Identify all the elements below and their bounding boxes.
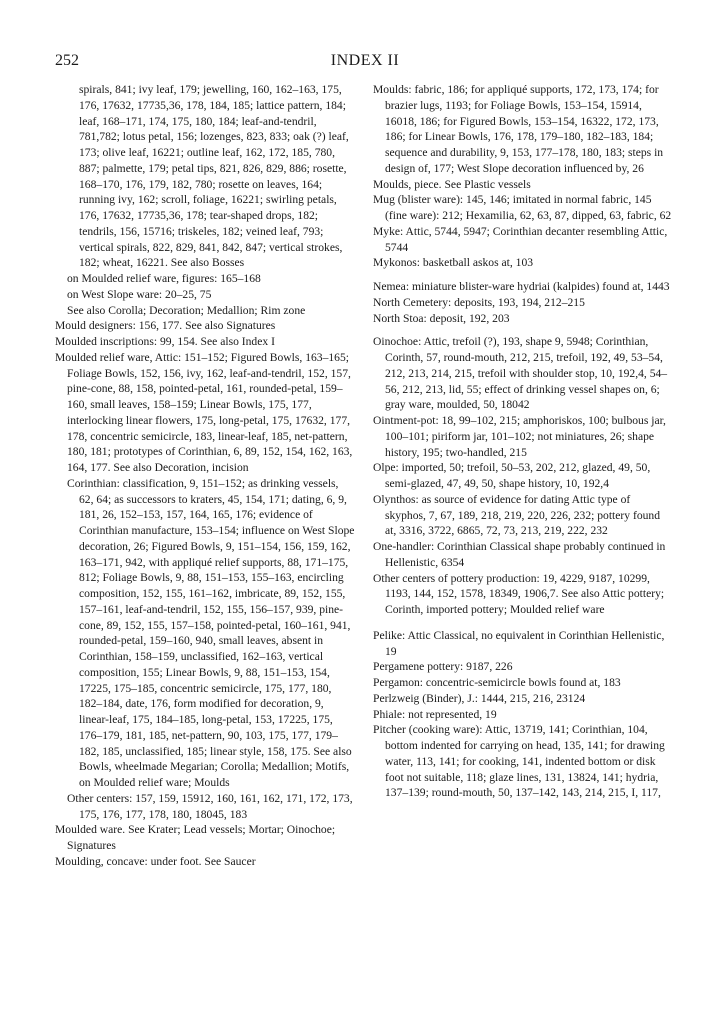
index-entry: Oinochoe: Attic, trefoil (?), 193, shape 9, 5948; Corinthian, Corinth, 57, round-mouth, 212, 215, trefoil, 192, 49, 53–54, 212, 213, 214, 215, trefoil with shoulder stop, 10, 192,4, 54–56, 212, 213, lid, 55; effect of drinking vessel shapes on, 6; gray ware, moulded, 50, 18042 bbox=[373, 335, 668, 412]
index-entry: Olpe: imported, 50; trefoil, 50–53, 202, 212, glazed, 49, 50, semi-glazed, 47, 49, 50, shape history, 10, 192,4 bbox=[373, 461, 651, 490]
index-entry: (fine ware): 212; Hexamilia, 62, 63, 87, dipped, 63, fabric, 62 bbox=[385, 209, 672, 222]
running-header bbox=[55, 52, 675, 74]
index-entry: Pelike: Attic Classical, no equivalent in Corinthian Hellenistic, 19 bbox=[373, 628, 665, 658]
index-entry: Perlzweig (Binder), J.: 1444, 215, 216, 23124 bbox=[373, 691, 586, 705]
index-entry: Phiale: not represented, 19 bbox=[373, 707, 497, 721]
index-column-left bbox=[55, 82, 355, 870]
index-entry: North Cemetery: deposits, 193, 194, 212–215 bbox=[373, 295, 585, 309]
index-entry: Moulds: fabric, 186; for appliqué supports, 172, 173, 174; for brazier lugs, 1193; for Foliage Bowls, 153–154, 15914, 16018, 186; for Figured Bowls, 153–154, 16322, 172, 173, 186; for Linear Bowls, 176, 178, 179–180, 182–183, 184; sequence and durability, 9, 153, 177–178, 180, 183; steps in design of, 177; West Slope decoration influenced by, 26 bbox=[373, 83, 664, 175]
index-entry: Myke: Attic, 5744, 5947; Corinthian decanter resembling Attic, 5744 bbox=[373, 224, 668, 254]
index-entry: One-handler: Corinthian Classical shape probably continued in Hellenistic, 6354 bbox=[373, 540, 666, 569]
index-entry: Corinthian: classification, 9, 151–152; as drinking vessels, 62, 64; as successors to kraters, 45, 154, 171; dating, 6, 9, 181, 26, 152–153, 157, 164, 165, 176; evidence of Corinthian manufacture, 153–154; influence on West Slope decoration, 26; Figured Bowls, 9, 151–154, 156, 159, 162, 163–171, 942, with appliqué relief supports, 88, 171–175, 812; Foliage Bowls, 9, 88, 151–153, 155–163, encircling composition, 152, 155, 161–162, imbricate, 89, 152, 155, 157–161, leaf-and-tendril, 152, 155, 156–157, 939, pine-cone, 89, 152, 155, 157–158, pointed-petal, 160–161, 941, rounded-petal, 159–160, 940, small leaves, absent in Corinthian, 158–159, unclassified, 162–163, vertical composition, 155; Linear Bowls, 9, 88, 151–153, 154, 17225, 175–185, concentric semicircle, 175, 177, 180, 182–184, date, 176, form modified for decoration, 9, linear-leaf, 175, 184–185, long-petal, 153, 17225, 175, 176–179, 181, 185, net-pattern, 90, 103, 175, 177, 179–182, 185, unclassified, 185; linear style, 158, 175. See also Bowls, wheelmade Megarian; Corolla; Medallion; Motifs, on Moulded relief ware; Moulds bbox=[67, 476, 355, 789]
index-entry: Other centers: 157, 159, 15912, 160, 161, 162, 171, 172, 173, 175, 176, 177, 178, 180, 18045, 183 bbox=[67, 791, 353, 821]
index-entry: on Moulded relief ware, figures: 165–168 bbox=[67, 272, 261, 285]
page-title: INDEX II bbox=[330, 52, 400, 69]
index-entry: Moulded relief ware, Attic: 151–152; Figured Bowls, 163–165; Foliage Bowls, 152, 156, ivy, 162, leaf-and-tendril, 152, 157, pine-cone, 88, 158, pointed-petal, 161, rounded-petal, 159–160, small leaves, 158–159; Linear Bowls, 175, 177, interlocking linear flowers, 175, long-petal, 175, 17632, 177, 178, concentric semicircle, 183, linear-leaf, 185, net-pattern, 180, 181; prototypes of Corinthian, 6, 89, 152, 154, 162, 163, 164, 177. See also Decoration, incision bbox=[55, 350, 353, 474]
index-entry: Moulded inscriptions: 99, 154. See also Index I bbox=[55, 335, 275, 348]
index-entry: on West Slope ware: 20–25, 75 bbox=[67, 287, 212, 301]
index-entry: North Stoa: deposit, 192, 203 bbox=[373, 311, 510, 325]
index-entry: Mug (blister ware): 145, 146; imitated in normal fabric, 145 bbox=[373, 193, 652, 207]
index-entry: Pergamene pottery: 9187, 226 bbox=[373, 660, 513, 674]
index-entry: Ointment-pot: 18, 99–102, 215; amphoriskos, 100; bulbous jar, 100–101; piriform jar, 101–102; not miniatures, 26; shape history, 195; two-handled, 215 bbox=[373, 414, 666, 459]
index-entry: See also Corolla; Decoration; Medallion; Rim zone bbox=[67, 303, 306, 317]
index-entry: Olynthos: as source of evidence for dating Attic type of skyphos, 7, 67, 189, 218, 219, 220, 226, 232; pottery found at, 3316, 3722, 6865, 72, 73, 213, 219, 222, 232 bbox=[373, 492, 661, 538]
index-entry: Moulding, concave: under foot. See Saucer bbox=[55, 854, 256, 868]
index-entry: Nemea: miniature blister-ware hydriai (kalpides) found at, 1443 bbox=[373, 280, 670, 293]
index-entry: Other centers of pottery production: 19, 4229, 9187, 10299, 1193, 144, 152, 1578, 18349, 1906,7. See also Attic pottery; Corinth, imported pottery; Moulded relief ware bbox=[373, 571, 665, 616]
index-entry: Mould designers: 156, 177. See also Signatures bbox=[55, 319, 276, 333]
index-entry: Moulded ware. See Krater; Lead vessels; Mortar; Oinochoe; Signatures bbox=[55, 823, 336, 852]
index-column-right bbox=[373, 82, 673, 801]
index-entry: Mykonos: basketball askos at, 103 bbox=[373, 256, 534, 270]
index-entry: Pergamon: concentric-semicircle bowls found at, 183 bbox=[373, 676, 621, 689]
page-number: 252 bbox=[55, 52, 79, 69]
index-entry: Moulds, piece. See Plastic vessels bbox=[373, 177, 531, 191]
index-entry: spirals, 841; ivy leaf, 179; jewelling, 160, 162–163, 175, 176, 17632, 17735,36, 178, 184, 185; lattice pattern, 184; leaf, 168–171, 174, 175, 180, 184; leaf-and-tendril, 781,782; lotus petal, 156; lozenges, 823, 833; oak (?) leaf, 173; olive leaf, 16221; outline leaf, 162, 172, 185, 780, 887; palmette, 179; petal tips, 821, 826, 829, 886; rosette, 168–170, 176, 179, 182, 780; rosette on leaves, 164; running ivy, 162; scroll, foliage, 16221; swirling petals, 176, 17632, 17735,36, 178; tear-shaped drops, 182; tendrils, 156, 15716; triskeles, 182; veined leaf, 793; vertical spirals, 822, 829, 841, 842, 847; vertical strokes, 182; wheat, 16221. See also Bosses bbox=[79, 83, 349, 270]
index-entry: Pitcher (cooking ware): Attic, 13719, 141; Corinthian, 104, bottom indented for carrying on head, 135, 141; for drawing water, 113, 141; for cooking, 141, indented bottom or disk foot not suitable, 118; glaze lines, 131, 13824, 141; hydria, 137–139; round-mouth, 50, 137–142, 143, 214, 215, I, 117, bbox=[373, 723, 665, 800]
